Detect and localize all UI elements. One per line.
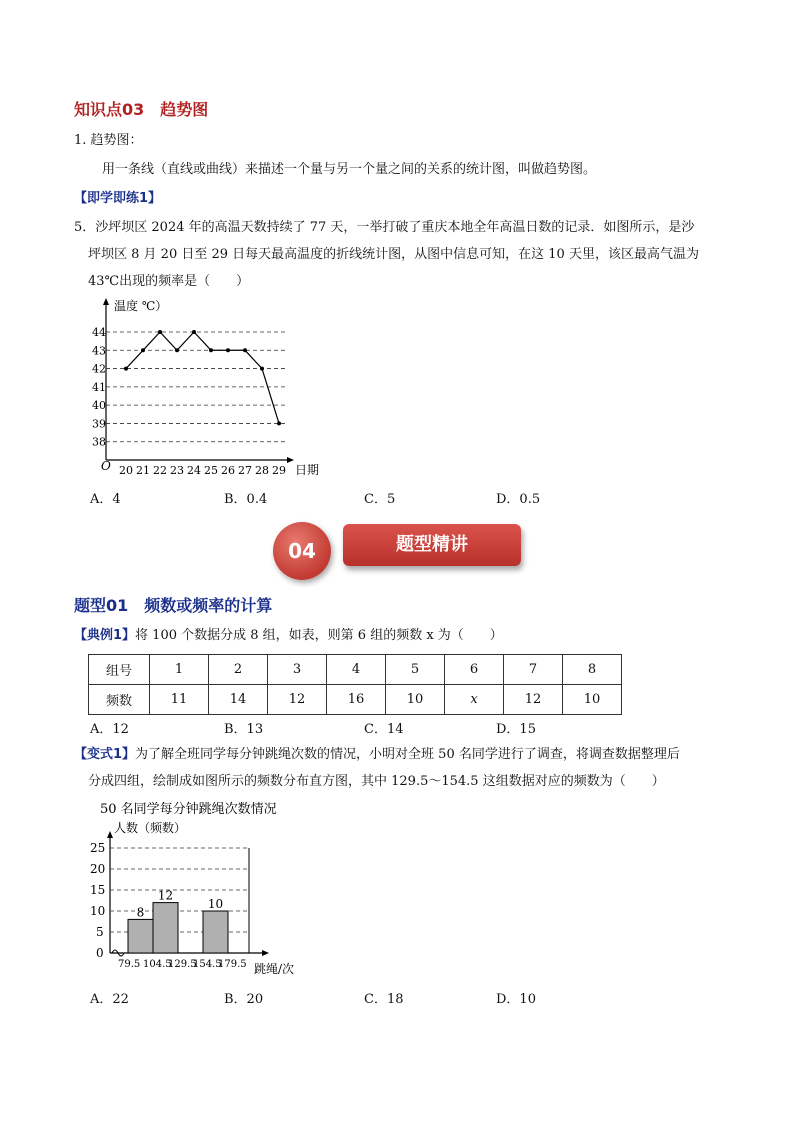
x-tick-label: 26 [221, 464, 235, 477]
x-tick-label: 24 [187, 464, 201, 477]
y-tick-label: 42 [92, 362, 106, 376]
option-a[interactable]: A．4 [90, 492, 121, 507]
variant-text: 为了解全班同学每分钟跳绳次数的情况，小明对全班 50 名同学进行了调查，将调查数据整理后 [135, 747, 680, 762]
option-b[interactable]: B．0.4 [224, 492, 268, 507]
table-cell: x [445, 685, 504, 715]
y-axis-arrow [103, 298, 109, 305]
y-tick-label: 43 [92, 344, 106, 358]
table-cell: 7 [504, 655, 563, 685]
x-tick-label: 25 [204, 464, 218, 477]
frequency-table [88, 654, 622, 715]
table-row [89, 685, 622, 715]
x-tick-label: 29 [272, 464, 286, 477]
y-tick-label: 0 [96, 946, 104, 960]
variant-text: 分成四组，绘制成如图所示的频数分布直方图，其中 129.5～154.5 这组数据对应的频数为（ ） [88, 774, 665, 789]
data-label: 8 [136, 905, 145, 920]
x-axis-arrow [287, 457, 294, 463]
data-point [192, 330, 196, 334]
table-cell: 10 [563, 685, 622, 715]
option-a[interactable]: A．22 [90, 992, 129, 1007]
y-tick-label: 41 [92, 380, 106, 394]
option-d[interactable]: D．15 [496, 722, 536, 737]
practice-tag: 【即学即练1】 [74, 191, 162, 206]
histogram-bar [203, 911, 228, 953]
x-tick-label: 154.5 [193, 959, 222, 970]
x-tick-label: 22 [153, 464, 167, 477]
data-label: 10 [207, 897, 224, 911]
data-point [260, 367, 264, 371]
table-cell: 1 [150, 655, 209, 685]
x-tick-label: 27 [238, 464, 252, 477]
data-point [243, 348, 247, 352]
section-title: 知识点03 趋势图 [74, 100, 209, 119]
y-tick-label: 5 [96, 925, 104, 939]
data-label: 12 [157, 888, 174, 903]
y-tick-label: 15 [90, 883, 106, 897]
question-line: 5．沙坪坝区 2024 年的高温天数持续了 77 天，一举打破了重庆本地全年高温日数的记录．如图所示，是沙 [74, 220, 695, 235]
table-cell: 4 [327, 655, 386, 685]
table-cell: 12 [268, 685, 327, 715]
variant-tag: 【变式1】 [74, 747, 136, 762]
option-b[interactable]: B．20 [224, 992, 264, 1007]
y-axis-label: 人数（频数） [114, 821, 187, 835]
data-point [124, 367, 128, 371]
data-point [175, 348, 179, 352]
definition-text: 用一条线（直线或曲线）来描述一个量与另一个量之间的关系的统计图，叫做趋势图。 [102, 162, 597, 177]
question-line: 43℃出现的频率是（ ） [88, 274, 250, 289]
histogram-bar [153, 903, 178, 953]
x-axis-label: 日期 [295, 463, 320, 477]
option-a[interactable]: A．12 [90, 722, 129, 737]
option-b[interactable]: B．13 [224, 722, 264, 737]
table-cell: 3 [268, 655, 327, 685]
example-tag: 【典例1】 [74, 628, 136, 643]
table-cell: 2 [209, 655, 268, 685]
series-line [126, 332, 279, 423]
table-cell: 组号 [89, 655, 150, 685]
y-tick-label: 25 [90, 841, 106, 855]
table-cell: 14 [209, 685, 268, 715]
table-cell: 5 [386, 655, 445, 685]
x-tick-label: 28 [255, 464, 269, 477]
table-cell: 11 [150, 685, 209, 715]
y-tick-label: 39 [92, 417, 106, 431]
table-cell: 10 [386, 685, 445, 715]
x-tick-label: 20 [119, 464, 133, 477]
section-number-badge: 04 [273, 522, 331, 580]
x-tick-label: 23 [170, 464, 184, 477]
item-label: 1. 趋势图： [74, 133, 143, 148]
example-text: 将 100 个数据分成 8 组，如表，则第 6 组的频数 x 为（ ） [135, 628, 503, 643]
option-c[interactable]: C．18 [364, 992, 404, 1007]
data-point [277, 421, 281, 425]
y-axis-arrow [107, 831, 113, 838]
origin-label: O [101, 459, 111, 473]
temperature-line-chart [90, 294, 340, 480]
y-tick-label: 20 [90, 862, 106, 876]
x-tick-label: 79.5 [118, 959, 141, 970]
y-axis-label: 温度 ℃） [114, 299, 168, 313]
y-tick-label: 10 [90, 904, 106, 918]
data-point [209, 348, 213, 352]
x-tick-label: 179.5 [218, 959, 247, 970]
histogram-chart [84, 798, 324, 980]
option-d[interactable]: D．0.5 [496, 492, 541, 507]
option-c[interactable]: C．5 [364, 492, 396, 507]
chart-title: 50 名同学每分钟跳绳次数情况 [100, 802, 277, 817]
option-c[interactable]: C．14 [364, 722, 404, 737]
question-line: 坪坝区 8 月 20 日至 29 日每天最高温度的折线统计图，从图中信息可知，在这 10 天里，该区最高气温为 [88, 247, 699, 262]
x-tick-label: 129.5 [168, 959, 197, 970]
data-point [226, 348, 230, 352]
y-tick-label: 44 [92, 326, 106, 339]
table-cell: 16 [327, 685, 386, 715]
section-banner: 题型精讲 [343, 524, 521, 566]
table-cell: 8 [563, 655, 622, 685]
data-point [158, 330, 162, 334]
table-cell: 频数 [89, 685, 150, 715]
y-tick-label: 38 [92, 435, 106, 449]
table-cell: 12 [504, 685, 563, 715]
table-cell: 6 [445, 655, 504, 685]
histogram-bar [128, 919, 153, 953]
option-d[interactable]: D．10 [496, 992, 536, 1007]
table-row [89, 655, 622, 685]
x-axis-label: 跳绳/次 [254, 962, 295, 976]
y-tick-label: 40 [92, 399, 106, 413]
x-tick-label: 21 [136, 464, 150, 477]
type-title: 题型01 频数或频率的计算 [74, 596, 273, 615]
x-axis-arrow [262, 950, 269, 956]
data-point [141, 348, 145, 352]
x-tick-label: 104.5 [143, 959, 172, 970]
